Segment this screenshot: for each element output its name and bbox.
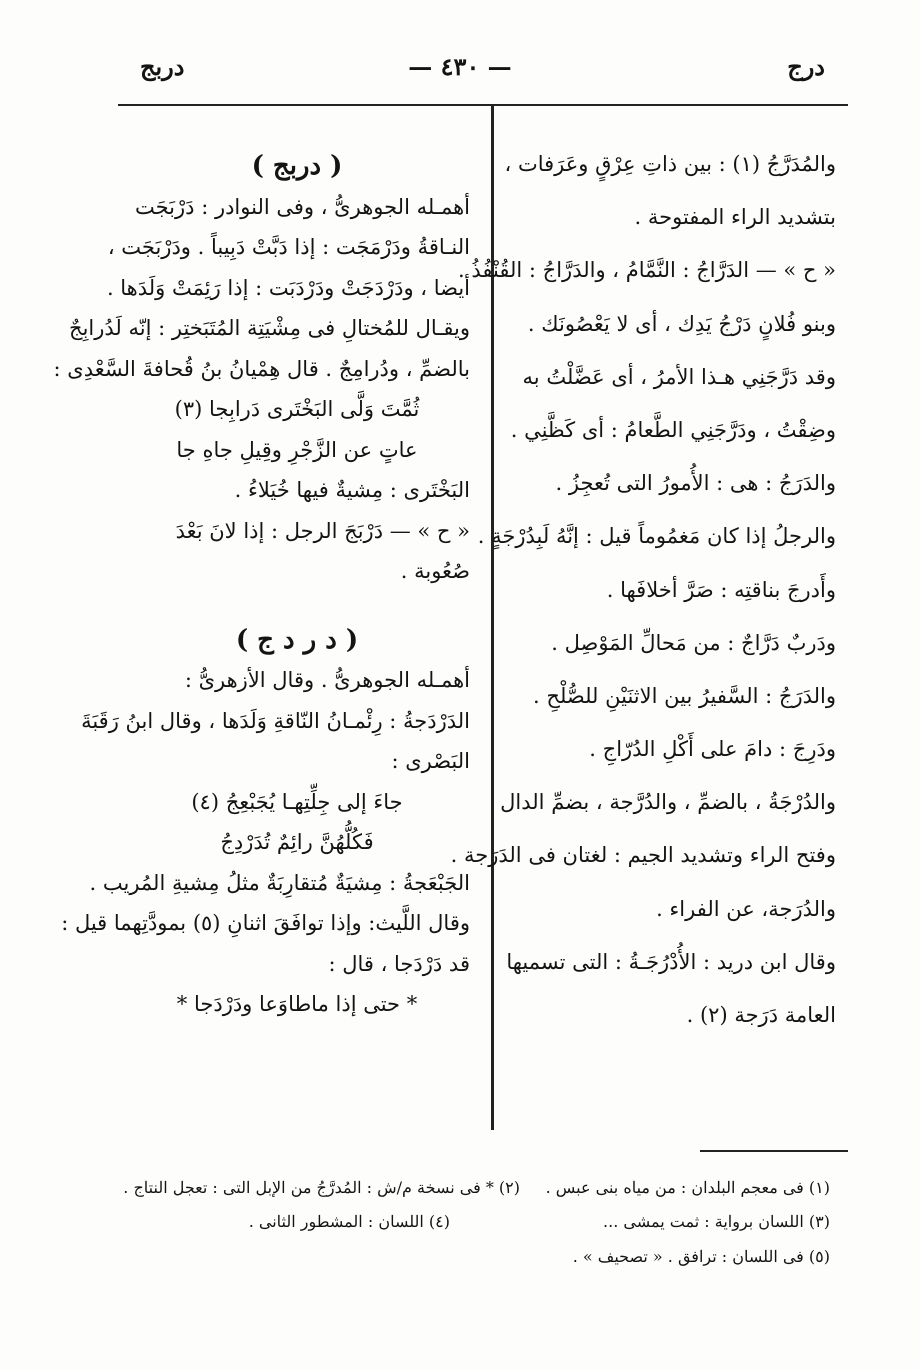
text-line: صُعُوبة .: [400, 559, 470, 583]
text-line: بالضمِّ ، ودُرامِجٌ . قال هِمْيانُ بنُ قُحافةَ السَّعْدِى :: [53, 356, 470, 381]
text-line: أيضا ، ودَرْدَجَتْ ودَرْدَبَت : إذا رَئِمَتْ وَلَدَها .: [106, 275, 470, 300]
text-line: والرجلُ إذا كان مَغمُوماً قيل : إنَّهُ لَبِدُرْجَةٍ .: [477, 524, 836, 549]
text-line: البَصْرى :: [391, 749, 470, 773]
footnote-2: (٢) * فى نسخة م/ش : المُدرَّجُ من الإبل التى : تعجل النتاج .: [123, 1178, 520, 1197]
text-line: « ح » — دَرْبَجَ الرجل : إذا لانَ بَعْدَ: [175, 518, 470, 543]
footnote-5: (٥) فى اللسان : ترافق . « تصحيف » .: [572, 1247, 830, 1266]
text-line: وضِقْتُ ، ودَرَّجَنِي الطَّعامُ : أى كَظَّنِي .: [510, 417, 836, 442]
entry-heading: ( د ر د ج ): [235, 624, 359, 655]
footnote-3: (٣) اللسان برواية : ثمت يمشى ...: [603, 1212, 830, 1231]
spacer: [124, 592, 470, 620]
footnote-rule: [700, 1150, 848, 1152]
text-line: بتشديد الراء المفتوحة .: [634, 205, 836, 230]
text-line: « ح » — الدَرَّاجُ : النَّمَّامُ ، والدَرَّاجُ : القُنْفُذُ .: [458, 258, 836, 283]
footnote-1: (١) فى معجم البلدان : من مياه بنى عبس .: [545, 1178, 830, 1197]
text-line: وبنو فُلانٍ دَرْجُ يَدِك ، أى لا يَعْصُونَك .: [527, 311, 836, 336]
text-line: والدَرَجُ : السَّفيرُ بين الاثنَيْنِ للصُّلْحِ .: [533, 683, 836, 708]
running-head-right: درج: [787, 52, 825, 81]
text-line: والدُرَجة، عن الفراء .: [656, 896, 836, 921]
header-rule: [118, 104, 848, 106]
text-line: الدَرْدَجةُ : رِئْمـانُ النّاقةِ وَلَدَها ، وقال ابنُ رَقَبَةَ: [81, 708, 470, 733]
text-line: ودَربٌ دَرَّاجٌ : من مَحالِّ المَوْصِل .: [551, 630, 836, 655]
page-number: — ٤٣٠ —: [408, 52, 512, 81]
left-column: [53, 146, 470, 1025]
text-line: وقال اللَّيث: وإذا توافَقَ اثنانِ (٥) بمودَّتِهما قيل :: [61, 911, 470, 935]
text-line: العامة دَرَجة (٢) .: [686, 1003, 836, 1027]
text-line: النـاقةُ ودَرْمَجَت : إذا دَبَّتْ دَبِيباً . ودَرْبَجَت ،: [107, 235, 470, 259]
verse-line: ثُمَّتَ وَلَّى البَخْتَرى دَرابِجا (٣): [174, 397, 420, 421]
text-line: والدَرَجُ : هى : الأُمورُ التى تُعجِزُ .: [555, 471, 836, 496]
verse-line: عاتٍ عن الزَّجْرِ وقِيلِ جاهِ جا: [176, 437, 418, 462]
text-line: والمُدَرَّجُ (١) : بين ذاتِ عِرْقٍ وعَرَفات ،: [504, 152, 836, 176]
text-line: ويقـال للمُختالِ فى مِشْيَتِة المُتَبَختِر : إنّه لَدُرابِجٌ: [69, 316, 470, 340]
text-line: الجَبْعَجةُ : مِشيَةٌ مُتقارِبَةٌ مثلُ مِشيةِ المُريب .: [89, 870, 470, 895]
verse-line: فَكُلُّهُنَّ رائِمٌ تُدَرْدِجُ: [220, 830, 374, 854]
text-line: وفتح الراء وتشديد الجيم : لغتان فى الدَرَجة .: [450, 843, 836, 868]
verse-line: * حتى إذا ماطاوَعا ودَرْدَجا *: [176, 992, 418, 1016]
text-line: ودَرِجَ : دامَ على أَكْلِ الدُرّاجِ .: [589, 737, 836, 762]
text-line: أهمـله الجوهرىُّ . وقال الأزهرىُّ :: [184, 668, 470, 692]
entry-heading: ( دربج ): [251, 151, 343, 181]
running-head-left: دربج: [140, 52, 185, 81]
text-line: وأَدرجَ بناقتِه : صَرَّ أخلافَها .: [606, 577, 836, 602]
text-line: أهمـله الجوهرىُّ ، وفى النوادر : دَرْبَجَت: [135, 194, 470, 219]
text-line: والدُرْجَةُ ، بالضمِّ ، والدُرَّجة ، بضمِّ الدال: [500, 790, 836, 815]
right-column: [450, 138, 836, 1042]
text-line: البَخْتَرى : مِشيةٌ فيها خُيَلاءُ .: [234, 478, 470, 502]
footnote-4: (٤) اللسان : المشطور الثانى .: [248, 1212, 450, 1231]
text-line: قد دَرْدَجا ، قال :: [328, 951, 470, 976]
text-line: وقال ابن دريد : الأُدْرُجَـةُ : التى تسميها: [506, 949, 836, 974]
verse-line: جاءَ إلى جِلِّتِهـا يُجَبْعِجُ (٤): [191, 789, 403, 814]
text-line: وقد دَرَّجَنِي هـذا الأمرُ ، أى عَضَّلْتُ به: [522, 364, 836, 389]
